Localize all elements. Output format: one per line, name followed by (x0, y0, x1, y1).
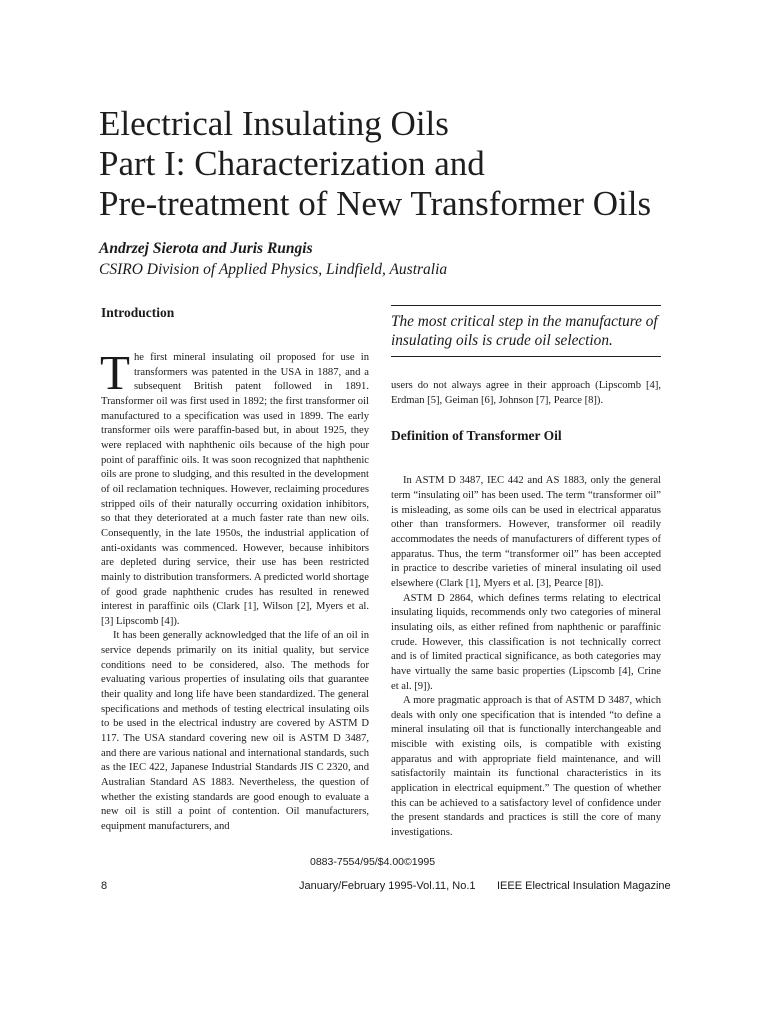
title-line-1: Electrical Insulating Oils (99, 104, 449, 143)
section-heading-definition: Definition of Transformer Oil (391, 428, 562, 444)
drop-cap: T (100, 345, 130, 400)
pull-quote-text: The most critical step in the manufacture of insulating oils is crude oil selection. (391, 313, 658, 349)
definition-paragraph-3: A more pragmatic approach is that of ASTM D 3487, which deals with only one specification that is intended “to define a mineral insulating oil that is functionally interchangeable and miscible with existing oils, is compatible with existing apparatus and with appropriate field maintenance, and will satisfactorily maintain its functional characteristics in its application in electrical equipment.” The question of whether this can be achieved to a satisfactory level of confidence under the present standards and practices is still the core of many investigations. (391, 695, 661, 839)
title-line-2: Part I: Characterization and (99, 144, 485, 183)
pull-quote (391, 305, 661, 357)
issue-info: January/February 1995-Vol.11, No.1 (299, 880, 476, 892)
right-column (391, 305, 661, 841)
journal-name: IEEE Electrical Insulation Magazine (497, 880, 671, 892)
intro-paragraph-1 (100, 345, 369, 629)
title-line-3: Pre-treatment of New Transformer Oils (99, 184, 652, 223)
definition-paragraph-2: ASTM D 2864, which defines terms relating to electrical insulating liquids, recommends only two categories of mineral insulating oils, as either refined from naphthenic or paraffinic crude. However, this classification is not technically correct and is of limited practical significance, as both categories may have virtually the same basic properties (Lipscomb [4], Crine et al. [9]). (391, 592, 661, 692)
copyright-code: 0883-7554/95/$4.00©1995 (310, 856, 436, 868)
authors: Andrzej Sierota and Juris Rungis (99, 240, 313, 257)
intro-paragraph-1-text: he first mineral insulating oil proposed for use in transformers was patented in the USA in 1887, and a subsequent British patent followed in 1891. Transformer oil was first used in 1892; the first transformer oil manufactured to a specification was used in 1899. The early transformer oils were paraffin-based but, in about 1925, they were replaced with naphthenic oils because of the high pour point of paraffinic oils. It was soon recognized that naphthenic oils are prone to sludging, and this resulted in the development of oil reclamation techniques. However, reclaiming procedures stripped oils of their naturally occurring oxidation inhibitors, so that they deteriorated at a much faster rate than new oils. Consequently, in the late 1950s, the industrial application of anti-oxidants was commenced. However, because inhibitors are depleted during service, their use has been restricted mainly to distribution transformers. A predicted world shortage of good grade naphthenic crudes has resulted in renewed interest in paraffinic oils (Clark [1], Wilson [2], Myers et al. [3] Lipscomb [4]). (101, 352, 369, 627)
affiliation: CSIRO Division of Applied Physics, Lindfield, Australia (99, 261, 448, 278)
intro-paragraph-2: It has been generally acknowledged that the life of an oil in service depends primarily on its initial quality, but service conditions need to be considered, also. The methods for evaluating various properties of insulating oils that guarantee their quality and long life have been standardized. The general specifications and methods of testing electrical insulating oils to be used in the electrical industry are covered by ASTM D 117. The USA standard covering new oil is ASTM D 3487, and there are various national and international standards, such as the IEC 422, Japanese Industrial Standards JIS C 2320, and Australian Standard AS 1883. Nevertheless, the question of whether the existing standards are good enough to evaluate a new oil is still a point of contention. Oil manufacturers, equipment manufacturers, and (101, 630, 369, 832)
left-column (101, 305, 369, 835)
right-paragraph-0: users do not always agree in their approach (Lipscomb [4], Erdman [5], Geiman [6], Johnson [7], Pearce [8]). (391, 380, 661, 406)
article-title (99, 104, 699, 224)
section-heading-introduction: Introduction (101, 305, 175, 320)
definition-paragraph-1: In ASTM D 3487, IEC 442 and AS 1883, only the general term “insulating oil” has been used. The term “transformer oil” is misleading, as some oils can be used in electrical apparatus other than transformers. However, transformer oil readily accommodates the needs of manufacturers of different types of apparatus. Thus, the term “transformer oil” has been accepted in practice to describe varieties of mineral insulating oil used elsewhere (Clark [1], Myers et al. [3], Pearce [8]). (391, 475, 661, 589)
page-number: 8 (101, 880, 108, 892)
